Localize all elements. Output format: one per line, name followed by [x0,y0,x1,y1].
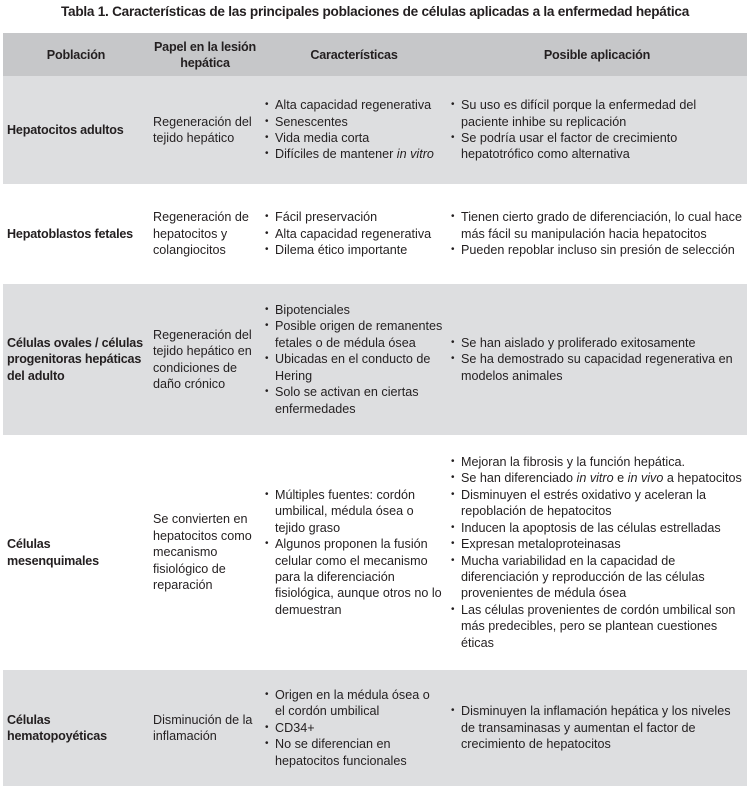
poblacion-cell: Hepatoblastos fetales [3,184,149,284]
poblacion-cell: Células hematopoyéticas [3,670,149,786]
cell-populations-table [3,33,747,786]
aplicacion-cell [447,435,747,670]
bullet-item: • No se diferencian en hepatocitos funcionales [265,736,443,769]
bullet-item: • CD34+ [265,720,443,736]
bullet-item: • Disminuyen la inflamación hepática y los niveles de transaminasas y aumentan el factor de crecimiento de hepatocitos [451,703,743,752]
table-row [3,670,747,786]
aplicacion-cell [447,670,747,786]
bullet-item: • Solo se activan en ciertas enfermedades [265,384,443,417]
table-header-row [3,33,747,76]
bullet-item: • Posible origen de remanentes fetales o de médula ósea [265,318,443,351]
bullet-item: • Tienen cierto grado de diferenciación, lo cual hace más fácil su manipulación hacia hepatocitos [451,209,743,242]
table-row [3,284,747,435]
aplicacion-cell [447,76,747,184]
bullet-item: • Se han diferenciado in vitro e in vivo a hepatocitos [451,470,743,486]
bullet-item: • Alta capacidad regenerativa [265,226,443,242]
poblacion-cell: Células mesenquimales [3,435,149,670]
table-row [3,435,747,670]
bullet-item: • Mejoran la fibrosis y la función hepática. [451,454,743,470]
table-row [3,184,747,284]
bullet-item: • Mucha variabilidad en la capacidad de diferenciación y reproducción de las células provenientes de médula ósea [451,553,743,602]
table-row [3,76,747,184]
header-poblacion: Población [3,33,149,76]
bullet-item: • Las células provenientes de cordón umbilical son más predecibles, pero se plantean cuestiones éticas [451,602,743,651]
bullet-item: • Origen en la médula ósea o el cordón umbilical [265,687,443,720]
papel-cell: Se convierten en hepatocitos como mecanismo fisiológico de reparación [149,435,261,670]
caracteristicas-cell [261,184,447,284]
aplicacion-cell [447,184,747,284]
bullet-item: • Fácil preservación [265,209,443,225]
bullet-item: • Expresan metaloproteinasas [451,536,743,552]
bullet-item: • Vida media corta [265,130,443,146]
bullet-item: • Bipotenciales [265,302,443,318]
bullet-item: • Difíciles de mantener in vitro [265,146,443,162]
bullet-item: • Algunos proponen la fusión celular como el mecanismo para la diferenciación fisiológica, aunque otros no lo demuestran [265,536,443,618]
papel-cell: Regeneración del tejido hepático en condiciones de daño crónico [149,284,261,435]
table-caption: Tabla 1. Características de las principales poblaciones de células aplicadas a la enfermedad hepática [60,4,690,19]
bullet-item: • Inducen la apoptosis de las células estrelladas [451,520,743,536]
bullet-item: • Su uso es difícil porque la enfermedad del paciente inhibe su replicación [451,97,743,130]
bullet-item: • Ubicadas en el conducto de Hering [265,351,443,384]
aplicacion-cell [447,284,747,435]
bullet-item: • Senescentes [265,114,443,130]
poblacion-cell: Hepatocitos adultos [3,76,149,184]
caracteristicas-cell [261,76,447,184]
bullet-item: • Múltiples fuentes: cordón umbilical, médula ósea o tejido graso [265,487,443,536]
bullet-item: • Se han aislado y proliferado exitosamente [451,335,743,351]
bullet-item: • Dilema ético importante [265,242,443,258]
papel-cell: Disminución de la inflamación [149,670,261,786]
papel-cell: Regeneración del tejido hepático [149,76,261,184]
poblacion-cell: Células ovales / células progenitoras hepáticas del adulto [3,284,149,435]
header-aplicacion: Posible aplicación [447,33,747,76]
caracteristicas-cell [261,284,447,435]
bullet-item: • Disminuyen el estrés oxidativo y aceleran la repoblación de hepatocitos [451,487,743,520]
header-papel: Papel en la lesión hepática [149,33,261,76]
caracteristicas-cell [261,670,447,786]
bullet-item: • Se ha demostrado su capacidad regenerativa en modelos animales [451,351,743,384]
header-caracteristicas: Características [261,33,447,76]
bullet-item: • Alta capacidad regenerativa [265,97,443,113]
bullet-item: • Se podría usar el factor de crecimiento hepatotrófico como alternativa [451,130,743,163]
bullet-item: • Pueden repoblar incluso sin presión de selección [451,242,743,258]
papel-cell: Regeneración de hepatocitos y colangiocitos [149,184,261,284]
caracteristicas-cell [261,435,447,670]
